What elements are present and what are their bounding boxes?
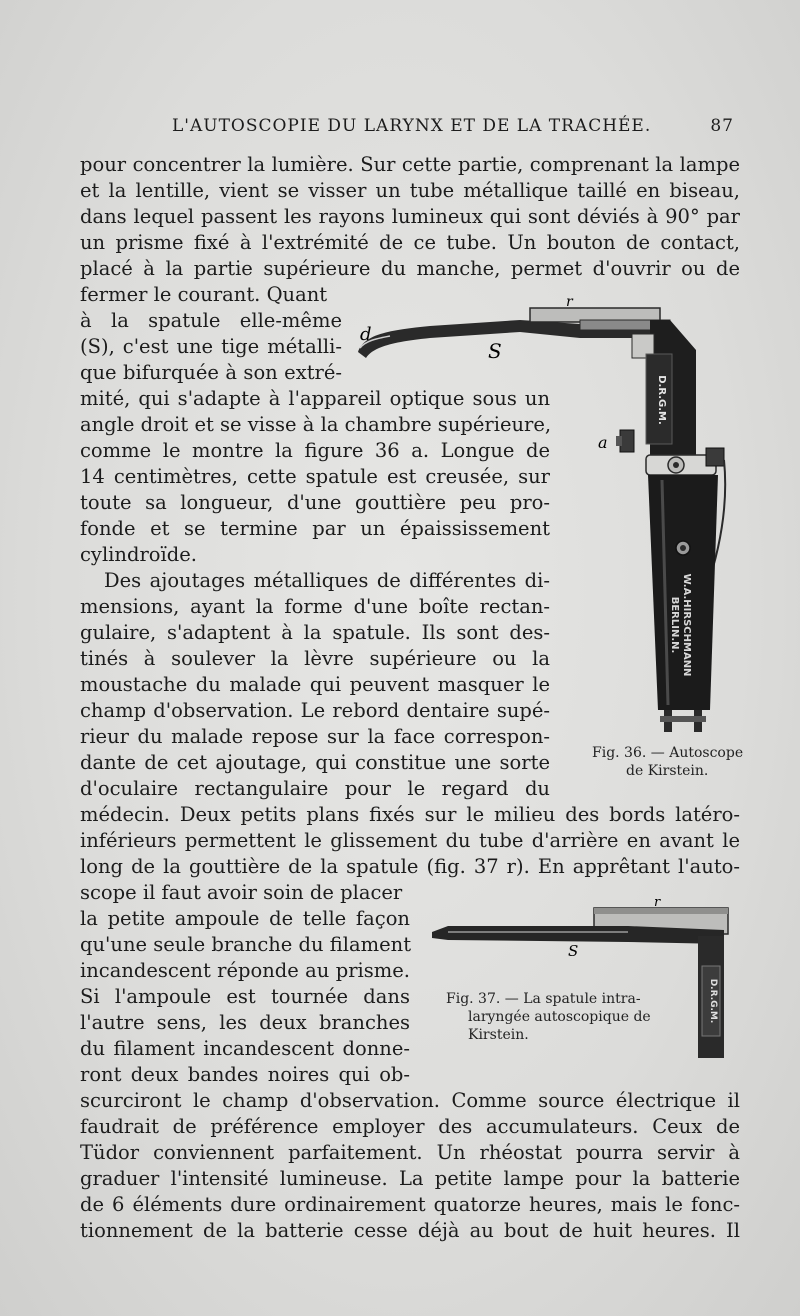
running-title: L'AUTOSCOPIE DU LARYNX ET DE LA TRACHÉE. <box>172 116 652 136</box>
text-line: inférieurs permettent le glissement du tube d'arrière en avant le <box>80 829 740 852</box>
text-line: que bifurquée à son extré- <box>80 361 342 384</box>
text-line: un prisme fixé à l'extrémité de ce tube. Un bouton de contact, <box>80 231 740 254</box>
fig37-label-r: r <box>654 895 661 910</box>
fig36-label-d: d <box>360 324 372 345</box>
fig36-caption-line: de Kirstein. <box>626 763 709 779</box>
text-line: angle droit et se visse à la chambre supérieure, <box>80 413 552 436</box>
text-line: Des ajoutages métalliques de différentes di- <box>104 569 550 592</box>
text-line: faudrait de préférence employer des accumulateurs. Ceux de <box>80 1115 740 1138</box>
screw-knob-shape <box>620 430 634 452</box>
text-line: dante de cet ajoutage, qui constitue une sorte <box>80 751 550 774</box>
text-line: incandescent réponde au prisme. <box>80 959 410 982</box>
text-line: de 6 éléments dure ordinairement quatorze heures, mais le fonc- <box>80 1193 740 1216</box>
text-line: placé à la partie supérieure du manche, permet d'ouvrir ou de <box>80 257 740 280</box>
text-line: scope il faut avoir soin de placer <box>80 881 403 904</box>
text-line: gulaire, s'adaptent à la spatule. Ils sont des- <box>80 621 550 644</box>
text-line: ront deux bandes noires qui ob- <box>80 1063 410 1086</box>
text-line: mité, qui s'adapte à l'appareil optique sous un <box>80 387 550 410</box>
text-line: tinés à soulever la lèvre supérieure ou la <box>80 647 550 670</box>
text-line: tionnement de la batterie cesse déjà au bout de huit heures. Il <box>80 1219 740 1242</box>
text-line: d'oculaire rectangulaire pour le regard du <box>80 777 550 800</box>
text-line: graduer l'intensité lumineuse. La petite lampe pour la batterie <box>80 1167 740 1190</box>
text-line: fonde et se termine par un épaississement <box>80 517 550 540</box>
text-line: dans lequel passent les rayons lumineux qui sont déviés à 90° par <box>80 205 740 228</box>
text-line: cylindroïde. <box>80 543 197 566</box>
text-line: du filament incandescent donne- <box>80 1037 410 1060</box>
fig36-label-s: S <box>488 339 502 363</box>
figure-37-caption <box>446 990 686 1044</box>
text-line: pour concentrer la lumière. Sur cette partie, comprenant la lampe <box>80 153 740 176</box>
fig37-caption-line: laryngée autoscopique de <box>468 1009 651 1025</box>
text-line: et la lentille, vient se visser un tube métallique taillé en biseau, <box>80 179 740 202</box>
fig37-caption-line: Fig. 37. — La spatule intra- <box>446 991 641 1007</box>
text-line: (S), c'est une tige métalli- <box>80 335 342 358</box>
text-line: 14 centimètres, cette spatule est creusée, sur <box>80 465 550 488</box>
fig36-label-r: r <box>566 294 573 310</box>
text-line: comme le montre la figure 36 a. Longue de <box>80 439 550 462</box>
text-line: champ d'observation. Le rebord dentaire supé- <box>80 699 550 722</box>
text-line: moustache du malade qui peuvent masquer le <box>80 673 550 696</box>
fig37-stamp-text: D.R.G.M. <box>708 978 718 1024</box>
running-header <box>80 116 740 144</box>
text-line: mensions, ayant la forme d'une boîte rectan- <box>80 595 550 618</box>
text-line: fermer le courant. Quant <box>80 283 328 306</box>
contact-knob-shape <box>706 448 724 466</box>
fig37-caption-line: Kirstein. <box>468 1027 529 1043</box>
fig36-maker-text-1: W.A.HIRSCHMANN <box>681 573 692 677</box>
fig36-label-a: a <box>598 433 608 452</box>
figure-36-caption <box>592 744 752 780</box>
fig37-label-s: S <box>568 942 579 960</box>
text-line: Si l'ampoule est tournée dans <box>80 985 410 1008</box>
text-line: Tüdor conviennent parfaitement. Un rhéostat pourra servir à <box>80 1141 740 1164</box>
text-line: qu'une seule branche du filament <box>80 933 412 956</box>
figure-36-autoscope-illustration <box>350 290 750 750</box>
text-line: la petite ampoule de telle façon <box>80 907 410 930</box>
fig36-maker-text-2: BERLIN.N. <box>669 596 680 654</box>
fig36-caption-line: Fig. 36. — Autoscope <box>592 745 744 761</box>
text-line: scurciront le champ d'observation. Comme source électrique il <box>80 1089 740 1112</box>
fig36-stamp-text: D.R.G.M. <box>656 375 667 425</box>
text-line: rieur du malade repose sur la face correspon- <box>80 725 550 748</box>
text-line: médecin. Deux petits plans fixés sur le milieu des bords latéro- <box>80 803 740 826</box>
text-line: toute sa longueur, d'une gouttière peu pro- <box>80 491 550 514</box>
text-line: long de la gouttière de la spatule (fig. 37 r). En apprêtant l'auto- <box>80 855 740 878</box>
text-line: à la spatule elle-même <box>80 309 342 332</box>
text-line: l'autre sens, les deux branches <box>80 1011 410 1034</box>
page-number: 87 <box>710 116 734 136</box>
